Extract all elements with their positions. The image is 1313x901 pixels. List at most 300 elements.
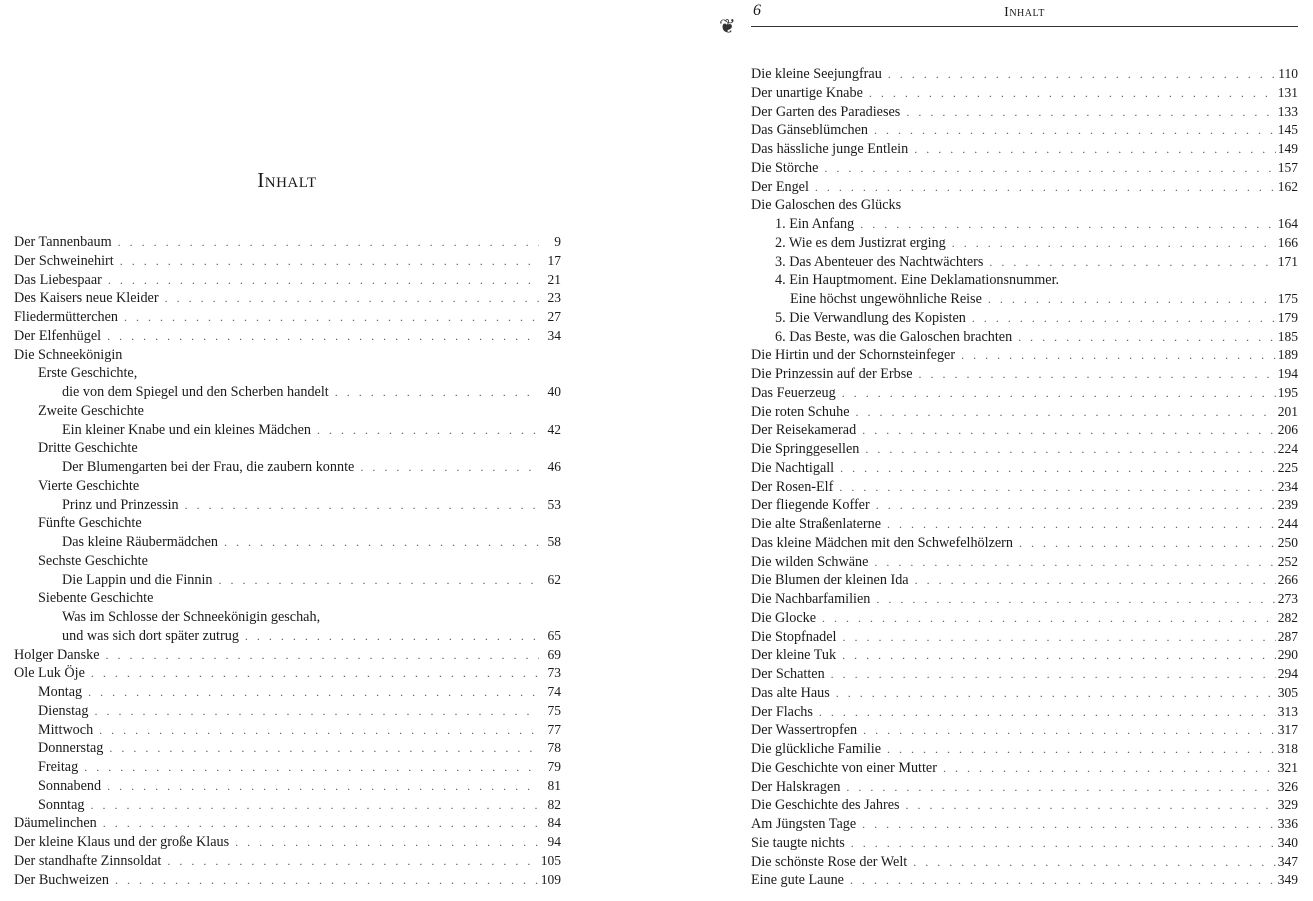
dot-leader (966, 309, 1276, 328)
toc-entry-page: 326 (1277, 778, 1298, 794)
dot-leader (913, 365, 1276, 384)
toc-entry (14, 589, 561, 608)
toc-entry-title: Ole Luk Öje (14, 665, 85, 682)
dot-leader (816, 609, 1276, 628)
toc-entry-page: 164 (1277, 216, 1298, 231)
toc-entry (751, 703, 1298, 722)
page-header (751, 0, 1298, 27)
toc-entry (14, 271, 561, 290)
dot-leader (937, 759, 1276, 778)
toc-entry-page: 94 (547, 834, 561, 849)
toc-entry-title: Die Glocke (751, 609, 817, 626)
dot-leader (85, 664, 539, 683)
toc-entry-title: Vierte Geschichte (38, 477, 140, 494)
toc-entry-title: Zweite Geschichte (38, 402, 144, 419)
toc-entry-page: 336 (1277, 816, 1298, 831)
dot-leader (850, 403, 1277, 422)
dot-leader (100, 646, 540, 665)
toc-list-right (751, 65, 1298, 890)
toc-entry (751, 178, 1298, 197)
toc-entry-title: Die Galoschen des Glücks (751, 197, 902, 214)
toc-entry-title: Die Blumen der kleinen Ida (751, 572, 909, 589)
toc-entry (14, 552, 561, 571)
toc-entry-page: 42 (547, 421, 561, 437)
toc-entry-page: 40 (547, 384, 561, 399)
toc-entry-page: 239 (1277, 497, 1298, 513)
toc-entry (14, 477, 561, 496)
toc-entry-page: 266 (1277, 572, 1298, 588)
toc-entry (751, 65, 1298, 84)
dot-leader (982, 290, 1276, 309)
toc-entry-title: Freitag (38, 759, 79, 775)
toc-entry-page: 74 (547, 684, 561, 699)
toc-entry-title: Die Hirtin und der Schornsteinfeger (751, 347, 956, 364)
dot-leader (840, 778, 1276, 797)
dot-leader (101, 777, 539, 796)
toc-entry (14, 252, 561, 271)
toc-entry-title: Das hässliche junge Entlein (751, 141, 909, 157)
dot-leader (329, 383, 539, 402)
toc-entry-title: Der standhafte Zinnsoldat (14, 852, 162, 869)
toc-entry (751, 665, 1298, 684)
toc-entry-page: 305 (1277, 684, 1298, 700)
toc-entry (14, 327, 561, 346)
toc-entry (14, 402, 561, 421)
toc-entry (751, 346, 1298, 365)
toc-entry-title: Der Schweinehirt (14, 252, 114, 269)
toc-entry-page: 109 (540, 871, 561, 887)
toc-entry-page: 105 (540, 852, 561, 868)
toc-entry-page: 27 (547, 309, 561, 324)
toc-entry-title: Däumelinchen (14, 815, 97, 832)
toc-entry-title: Die Stopfnadel (751, 628, 837, 645)
toc-entry-title: Der Elfenhügel (14, 327, 102, 344)
dot-leader (114, 252, 539, 271)
toc-entry-title: Am Jüngsten Tage (751, 816, 857, 832)
toc-entry (751, 515, 1298, 534)
toc-entry-page: 62 (547, 571, 561, 587)
toc-entry (751, 253, 1298, 272)
toc-entry-title: Prinz und Prinzessin (62, 496, 179, 513)
toc-entry-page: 9 (554, 234, 561, 249)
toc-entry (751, 196, 1298, 215)
toc-entry (14, 608, 561, 627)
dot-leader (837, 628, 1277, 647)
toc-entry-title: 5. Die Verwandlung des Kopisten (775, 309, 966, 326)
running-head: Inhalt (1004, 5, 1045, 20)
toc-entry (751, 571, 1298, 590)
toc-entry-title: Das Gänseblümchen (751, 122, 869, 139)
toc-entry (14, 646, 561, 665)
toc-entry (14, 496, 561, 515)
toc-entry-title: Montag (38, 684, 83, 700)
dot-leader (102, 271, 539, 290)
toc-entry-title: Der fliegende Koffer (751, 497, 870, 514)
toc-entry-title: Die kleine Seejungfrau (751, 66, 882, 82)
toc-entry (14, 571, 561, 590)
toc-entry (751, 103, 1298, 122)
dot-leader (813, 703, 1276, 722)
toc-entry-page: 17 (547, 252, 561, 268)
toc-entry-page: 81 (547, 777, 561, 793)
dot-leader (109, 871, 539, 890)
toc-entry-page: 79 (547, 759, 561, 774)
toc-entry-title: Eine gute Laune (751, 872, 844, 889)
toc-entry-page: 206 (1277, 422, 1298, 438)
toc-entry (751, 234, 1298, 253)
toc-entry-title: Der Garten des Paradieses (751, 103, 901, 120)
toc-entry-title: Der Engel (751, 178, 809, 195)
toc-entry-page: 313 (1277, 703, 1298, 719)
toc-entry-page: 149 (1277, 141, 1298, 156)
toc-entry (751, 121, 1298, 140)
toc-entry (751, 646, 1298, 665)
dot-leader (946, 234, 1276, 253)
toc-entry-page: 162 (1277, 178, 1298, 194)
toc-entry-title: Die Schneekönigin (14, 346, 123, 363)
dot-leader (856, 421, 1276, 440)
toc-entry-title: Die Geschichte von einer Mutter (751, 759, 937, 776)
toc-entry-title: Der Halskragen (751, 778, 841, 795)
dot-leader (857, 721, 1276, 740)
dot-leader (85, 796, 539, 815)
dot-leader (809, 178, 1276, 197)
toc-entry (751, 609, 1298, 628)
dot-leader (311, 421, 539, 440)
toc-entry-title: Eine höchst ungewöhnliche Reise (790, 291, 982, 307)
toc-entry (14, 458, 561, 477)
toc-entry-title: Sechste Geschichte (38, 552, 148, 569)
dot-leader (88, 702, 539, 721)
toc-entry-page: 273 (1277, 591, 1298, 606)
toc-entry-page: 290 (1277, 647, 1298, 663)
toc-entry (14, 721, 561, 740)
dot-leader (908, 140, 1276, 159)
toc-entry-title: Der Rosen-Elf (751, 478, 834, 495)
toc-entry-title: Sonnabend (38, 777, 102, 794)
toc-entry (751, 84, 1298, 103)
toc-entry-page: 110 (1278, 66, 1298, 81)
toc-entry (751, 159, 1298, 178)
toc-entry (14, 814, 561, 833)
toc-entry-title: 2. Wie es dem Justizrat erging (775, 234, 946, 251)
toc-entry-page: 53 (547, 496, 561, 512)
dot-leader (118, 308, 539, 327)
toc-entry (751, 290, 1298, 309)
dot-leader (1012, 328, 1276, 347)
toc-entry (751, 796, 1298, 815)
toc-entry-page: 321 (1277, 759, 1298, 775)
dot-leader (229, 833, 539, 852)
toc-entry (14, 308, 561, 327)
toc-entry (751, 590, 1298, 609)
toc-entry-page: 349 (1277, 872, 1298, 888)
toc-entry-page: 195 (1277, 384, 1298, 400)
dot-leader (825, 665, 1276, 684)
toc-entry-title: Das Feuerzeug (751, 384, 836, 401)
toc-entry (751, 440, 1298, 459)
toc-entry-page: 75 (547, 702, 561, 718)
toc-entry-page: 179 (1277, 309, 1298, 325)
toc-entry-page: 69 (547, 646, 561, 662)
toc-list-left (14, 233, 561, 889)
toc-entry-page: 23 (547, 290, 561, 306)
page-number: 6 (753, 2, 761, 19)
toc-entry (751, 459, 1298, 478)
toc-entry-title: Donnerstag (38, 740, 104, 757)
toc-entry (751, 215, 1298, 234)
toc-entry (14, 739, 561, 758)
left-page (0, 0, 640, 901)
toc-entry-title: Siebente Geschichte (38, 590, 154, 607)
toc-entry-title: 6. Das Beste, was die Galoschen brachten (775, 328, 1013, 345)
dot-leader (179, 496, 539, 515)
dot-leader (881, 740, 1276, 759)
toc-entry-title: Der Tannenbaum (14, 234, 112, 250)
toc-entry-title: Der Flachs (751, 703, 813, 720)
toc-entry (751, 740, 1298, 759)
toc-entry (751, 478, 1298, 497)
toc-entry-page: 65 (547, 627, 561, 643)
toc-entry-title: Fliedermütterchen (14, 309, 119, 325)
toc-entry (14, 289, 561, 308)
dot-leader (818, 159, 1276, 178)
toc-entry-title: Erste Geschichte, (38, 365, 138, 382)
toc-entry-title: Die schönste Rose der Welt (751, 853, 908, 870)
dot-leader (97, 814, 539, 833)
toc-entry-page: 194 (1277, 366, 1298, 381)
toc-entry-title: Des Kaisers neue Kleider (14, 290, 159, 307)
toc-entry (751, 328, 1298, 347)
toc-entry (751, 871, 1298, 890)
toc-entry-title: Die glückliche Familie (751, 741, 882, 757)
toc-entry-page: 201 (1277, 403, 1298, 419)
toc-entry (14, 346, 561, 365)
dot-leader (213, 571, 539, 590)
toc-entry (14, 364, 561, 383)
dot-leader (900, 103, 1276, 122)
toc-entry-title: Die Nachbarfamilien (751, 591, 871, 607)
dot-leader (844, 871, 1276, 890)
dot-leader (159, 289, 539, 308)
toc-entry (14, 777, 561, 796)
toc-entry-title: Der kleine Klaus und der große Klaus (14, 834, 230, 850)
toc-entry-title: Die Lappin und die Finnin (62, 571, 213, 588)
toc-entry-title: Sonntag (38, 796, 85, 813)
dot-leader (870, 590, 1276, 609)
toc-entry-title: 4. Ein Hauptmoment. Eine Deklamationsnummer. (775, 272, 1060, 289)
toc-entry (14, 852, 561, 871)
toc-entry-title: Der Schatten (751, 666, 825, 682)
toc-entry (14, 796, 561, 815)
dot-leader (882, 65, 1276, 84)
dot-leader (881, 515, 1276, 534)
toc-entry-page: 234 (1277, 478, 1298, 494)
toc-entry-page: 21 (547, 271, 561, 287)
dot-leader (900, 796, 1276, 815)
toc-entry-page: 252 (1277, 553, 1298, 569)
toc-entry-page: 77 (547, 721, 561, 737)
toc-entry-title: Der Blumengarten bei der Frau, die zaubern konnte (62, 459, 355, 475)
dot-leader (82, 683, 539, 702)
toc-entry-page: 225 (1277, 459, 1298, 475)
dot-leader (983, 253, 1276, 272)
toc-entry-title: Was im Schlosse der Schneekönigin geschah, (62, 609, 321, 625)
toc-entry-page: 78 (547, 740, 561, 756)
toc-entry-title: Die Springgesellen (751, 441, 860, 457)
toc-entry (751, 815, 1298, 834)
toc-entry (751, 384, 1298, 403)
dot-leader (909, 571, 1276, 590)
toc-entry (751, 834, 1298, 853)
toc-entry-page: 224 (1277, 441, 1298, 456)
dot-leader (845, 834, 1276, 853)
toc-entry-page: 329 (1277, 797, 1298, 813)
dot-leader (103, 739, 539, 758)
toc-entry (14, 439, 561, 458)
toc-entry (751, 271, 1298, 290)
dot-leader (907, 853, 1276, 872)
dot-leader (854, 215, 1276, 234)
toc-entry-title: Der unartige Knabe (751, 84, 863, 101)
toc-entry (14, 702, 561, 721)
toc-entry (751, 309, 1298, 328)
toc-entry-title: Ein kleiner Knabe und ein kleines Mädchen (62, 421, 311, 438)
toc-entry-title: Die roten Schuhe (751, 403, 850, 420)
dot-leader (239, 627, 539, 646)
toc-entry-page: 282 (1277, 609, 1298, 625)
right-page (700, 0, 1313, 901)
toc-entry-page: 84 (547, 815, 561, 831)
toc-entry-page: 287 (1277, 628, 1298, 644)
toc-entry-page: 317 (1277, 722, 1298, 738)
toc-entry (14, 627, 561, 646)
toc-entry-title: Das kleine Mädchen mit den Schwefelhölzern (751, 534, 1013, 551)
toc-entry-page: 34 (547, 327, 561, 343)
toc-entry (14, 233, 561, 252)
page-title: Inhalt (257, 168, 317, 192)
toc-entry (14, 683, 561, 702)
toc-entry (751, 759, 1298, 778)
dot-leader (868, 121, 1276, 140)
fleuron-ornament-icon: ❦ (719, 16, 736, 38)
toc-entry-page: 189 (1277, 347, 1298, 363)
toc-entry-page: 46 (547, 459, 561, 474)
dot-leader (101, 327, 539, 346)
toc-entry (14, 421, 561, 440)
dot-leader (112, 233, 539, 252)
toc-entry-title: Die Prinzessin auf der Erbse (751, 366, 913, 382)
toc-entry-title: Die Nachtigall (751, 459, 835, 476)
toc-entry (751, 365, 1298, 384)
dot-leader (354, 458, 539, 477)
toc-entry-page: 157 (1277, 159, 1298, 175)
dot-leader (836, 646, 1276, 665)
dot-leader (78, 758, 539, 777)
toc-entry-title: Das kleine Räubermädchen (62, 534, 219, 550)
toc-entry-title: 1. Ein Anfang (775, 216, 855, 232)
toc-entry (751, 534, 1298, 553)
toc-entry-page: 175 (1277, 291, 1298, 306)
toc-entry-title: Die Störche (751, 159, 819, 176)
toc-entry-page: 82 (547, 796, 561, 812)
dot-leader (859, 440, 1276, 459)
toc-entry (751, 628, 1298, 647)
dot-leader (868, 553, 1276, 572)
toc-entry-title: Die wilden Schwäne (751, 553, 869, 570)
toc-entry-page: 131 (1277, 84, 1298, 100)
toc-entry (751, 403, 1298, 422)
toc-entry-page: 244 (1277, 516, 1298, 531)
toc-entry-title: Das alte Haus (751, 684, 830, 701)
toc-entry-title: Dienstag (38, 702, 89, 719)
toc-entry-page: 58 (547, 534, 561, 549)
toc-entry-title: Der kleine Tuk (751, 647, 837, 664)
toc-entry-page: 340 (1277, 834, 1298, 850)
toc-entry (14, 383, 561, 402)
toc-entry (751, 496, 1298, 515)
toc-entry-title: Die alte Straßenlaterne (751, 516, 881, 532)
toc-entry-page: 166 (1277, 234, 1298, 250)
dot-leader (830, 684, 1276, 703)
toc-entry (751, 778, 1298, 797)
dot-leader (93, 721, 539, 740)
toc-entry (14, 664, 561, 683)
toc-entry-title: Der Reisekamerad (751, 422, 857, 439)
dot-leader (863, 84, 1276, 103)
toc-entry-page: 294 (1277, 666, 1298, 681)
toc-entry-title: Dritte Geschichte (38, 440, 138, 457)
toc-entry-page: 250 (1277, 534, 1298, 550)
toc-entry (14, 514, 561, 533)
dot-leader (833, 478, 1276, 497)
dot-leader (218, 533, 539, 552)
toc-entry (14, 871, 561, 890)
toc-entry-page: 318 (1277, 741, 1298, 756)
toc-entry (751, 553, 1298, 572)
toc-entry-title: Der Buchweizen (14, 871, 109, 888)
toc-entry (751, 140, 1298, 159)
toc-entry-page: 145 (1277, 122, 1298, 138)
dot-leader (1013, 534, 1276, 553)
toc-entry (14, 533, 561, 552)
toc-entry (751, 721, 1298, 740)
dot-leader (870, 496, 1276, 515)
toc-entry (751, 684, 1298, 703)
toc-entry-title: Mittwoch (38, 721, 94, 738)
dot-leader (836, 384, 1276, 403)
dot-leader (161, 852, 539, 871)
toc-entry (14, 758, 561, 777)
toc-entry-title: und was sich dort später zutrug (62, 627, 239, 644)
dot-leader (834, 459, 1276, 478)
toc-entry (751, 421, 1298, 440)
toc-entry-title: Die Geschichte des Jahres (751, 797, 900, 814)
toc-entry-page: 347 (1277, 853, 1298, 869)
toc-entry-page: 185 (1277, 328, 1298, 344)
toc-entry-title: die von dem Spiegel und den Scherben handelt (62, 384, 329, 400)
toc-entry-title: Sie taugte nichts (751, 834, 845, 851)
toc-entry-title: Das Liebespaar (14, 271, 102, 288)
toc-entry-title: Holger Danske (14, 646, 100, 663)
toc-entry (751, 853, 1298, 872)
toc-entry-page: 73 (547, 665, 561, 681)
toc-entry-page: 171 (1277, 253, 1298, 269)
toc-entry (14, 833, 561, 852)
toc-entry-page: 133 (1277, 103, 1298, 119)
toc-entry-title: Der Wassertropfen (751, 722, 858, 739)
dot-leader (955, 346, 1276, 365)
